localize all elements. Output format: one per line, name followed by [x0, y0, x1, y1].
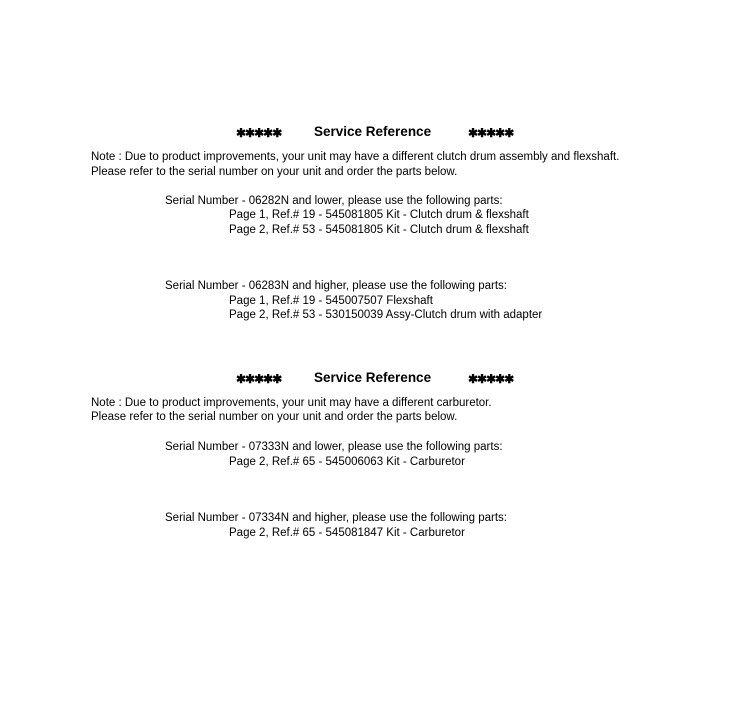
- section-title: Service Reference: [314, 370, 432, 385]
- section-1-heading: [0, 124, 750, 144]
- part-line: Page 2, Ref.# 65 - 545006063 Kit - Carburetor: [229, 456, 465, 468]
- stars-decoration-icon: ✱✱✱✱✱: [468, 372, 514, 386]
- serial-number-line: Serial Number - 06283N and higher, please use the following parts:: [165, 280, 508, 292]
- serial-number-line: Serial Number - 06282N and lower, please use the following parts:: [165, 195, 503, 207]
- note-line: Note : Due to product improvements, your unit may have a different clutch drum assembly and flexshaft.: [91, 151, 620, 163]
- part-line: Page 2, Ref.# 65 - 545081847 Kit - Carburetor: [229, 527, 465, 539]
- part-line: Page 2, Ref.# 53 - 545081805 Kit - Clutch drum & flexshaft: [229, 224, 529, 236]
- stars-decoration-icon: ✱✱✱✱✱: [236, 126, 282, 140]
- part-line: Page 1, Ref.# 19 - 545081805 Kit - Clutch drum & flexshaft: [229, 209, 529, 221]
- stars-decoration-icon: ✱✱✱✱✱: [468, 126, 514, 140]
- serial-number-line: Serial Number - 07333N and lower, please use the following parts:: [165, 441, 503, 453]
- note-line: Note : Due to product improvements, your unit may have a different carburetor.: [91, 397, 492, 409]
- section-title: Service Reference: [314, 124, 432, 139]
- part-line: Page 2, Ref.# 53 - 530150039 Assy-Clutch drum with adapter: [229, 309, 543, 321]
- stars-decoration-icon: ✱✱✱✱✱: [236, 372, 282, 386]
- part-line: Page 1, Ref.# 19 - 545007507 Flexshaft: [229, 295, 433, 307]
- note-line: Please refer to the serial number on your unit and order the parts below.: [91, 166, 458, 178]
- section-2-heading: [0, 370, 750, 390]
- note-line: Please refer to the serial number on your unit and order the parts below.: [91, 411, 458, 423]
- serial-number-line: Serial Number - 07334N and higher, please use the following parts:: [165, 512, 508, 524]
